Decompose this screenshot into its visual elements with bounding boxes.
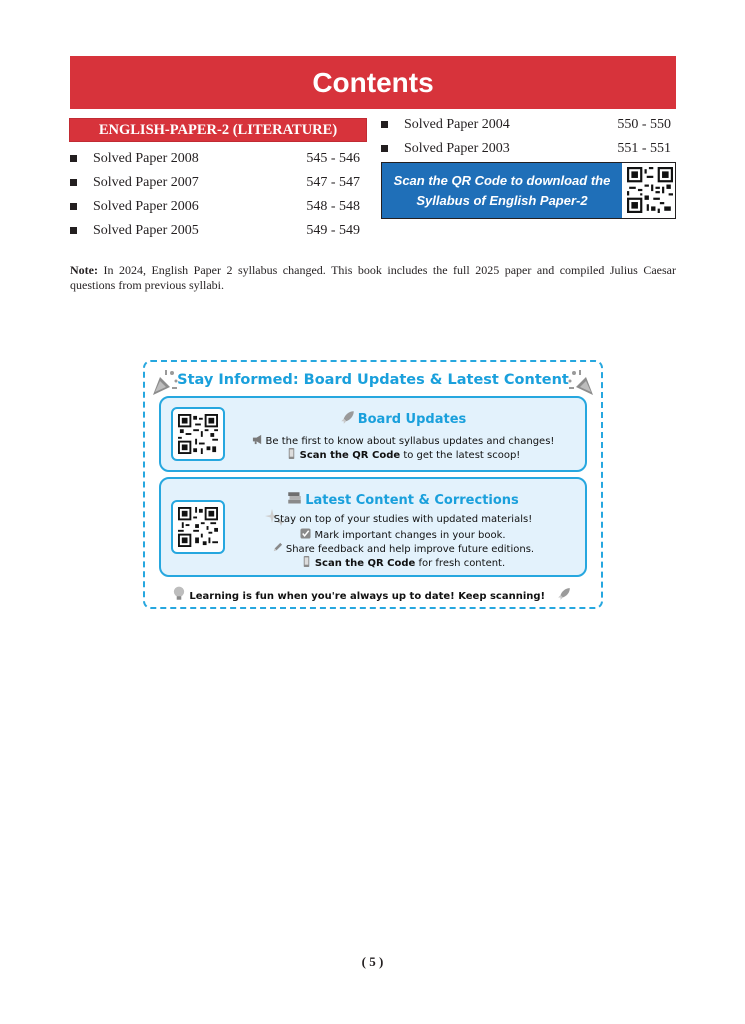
- toc-row[interactable]: [70, 198, 360, 216]
- qr-code-icon[interactable]: [627, 167, 673, 213]
- toc-pages: 547 - 547: [306, 175, 360, 190]
- square-bullet-icon: [70, 155, 77, 162]
- syllabus-qr-line2: Syllabus of English Paper-2: [416, 193, 588, 208]
- toc-title: Solved Paper 2006: [93, 199, 199, 214]
- latest-content-line3: Share feedback and help improve future editions.: [231, 542, 575, 555]
- toc-row[interactable]: [70, 222, 360, 240]
- board-updates-qr-icon[interactable]: [171, 407, 225, 461]
- square-bullet-icon: [70, 179, 77, 186]
- contents-banner: [70, 56, 676, 109]
- promo-footer: Learning is fun when you're always up to date! Keep scanning!: [145, 586, 601, 602]
- latest-content-line4: Scan the QR Code for fresh content.: [231, 556, 575, 569]
- latest-content-line2: Mark important changes in your book.: [231, 528, 575, 541]
- toc-pages: 551 - 551: [617, 141, 671, 156]
- board-updates-heading: Board Updates: [231, 410, 575, 427]
- square-bullet-icon: [381, 145, 388, 152]
- page-number: ( 5 ): [361, 954, 384, 969]
- board-updates-line1: Be the first to know about syllabus updates and changes!: [231, 434, 575, 447]
- board-updates-line2: Scan the QR Code to get the latest scoop!: [231, 448, 575, 461]
- books-icon: [287, 491, 302, 506]
- toc-row[interactable]: [70, 174, 360, 192]
- toc-row[interactable]: [70, 150, 360, 168]
- toc-title: Solved Paper 2008: [93, 151, 199, 166]
- latest-content-qr-icon[interactable]: [171, 500, 225, 554]
- latest-content-card: [159, 477, 587, 577]
- phone-icon: [301, 556, 312, 567]
- toc-pages: 545 - 546: [306, 151, 360, 166]
- checkbox-icon: [300, 528, 311, 539]
- syllabus-qr-box[interactable]: [381, 162, 676, 219]
- toc-title: Solved Paper 2004: [404, 117, 510, 132]
- toc-row[interactable]: [381, 116, 671, 134]
- rocket-icon: [557, 587, 571, 601]
- page-title: Contents: [312, 67, 434, 98]
- toc-pages: 548 - 548: [306, 199, 360, 214]
- note-text: In 2024, English Paper 2 syllabus changed. This book includes the full 2025 paper and compiled Julius Caesar questions from previous syllabi.: [70, 263, 676, 292]
- lightbulb-icon: [172, 586, 186, 602]
- rocket-icon: [340, 410, 355, 425]
- toc-title: Solved Paper 2003: [404, 141, 510, 156]
- syllabus-qr-text: [382, 163, 622, 218]
- latest-content-line1: Stay on top of your studies with updated materials!: [273, 514, 533, 525]
- phone-icon: [286, 448, 297, 459]
- syllabus-qr-line1: Scan the QR Code to download the: [393, 173, 611, 188]
- square-bullet-icon: [70, 227, 77, 234]
- board-updates-card: [159, 396, 587, 472]
- toc-pages: 550 - 550: [617, 117, 671, 132]
- square-bullet-icon: [381, 121, 388, 128]
- latest-content-heading: Latest Content & Corrections: [231, 491, 575, 508]
- toc-pages: 549 - 549: [306, 223, 360, 238]
- section-label: ENGLISH-PAPER-2 (LITERATURE): [70, 119, 366, 141]
- toc-row[interactable]: [381, 140, 671, 158]
- note-paragraph: [70, 263, 676, 293]
- megaphone-icon: [252, 434, 263, 445]
- toc-title: Solved Paper 2007: [93, 175, 199, 190]
- pencil-icon: [272, 542, 283, 553]
- promo-title: Stay Informed: Board Updates & Latest Content: [177, 372, 569, 388]
- square-bullet-icon: [70, 203, 77, 210]
- note-label: Note:: [70, 263, 98, 277]
- toc-title: Solved Paper 2005: [93, 223, 199, 238]
- stay-informed-box: [143, 360, 603, 609]
